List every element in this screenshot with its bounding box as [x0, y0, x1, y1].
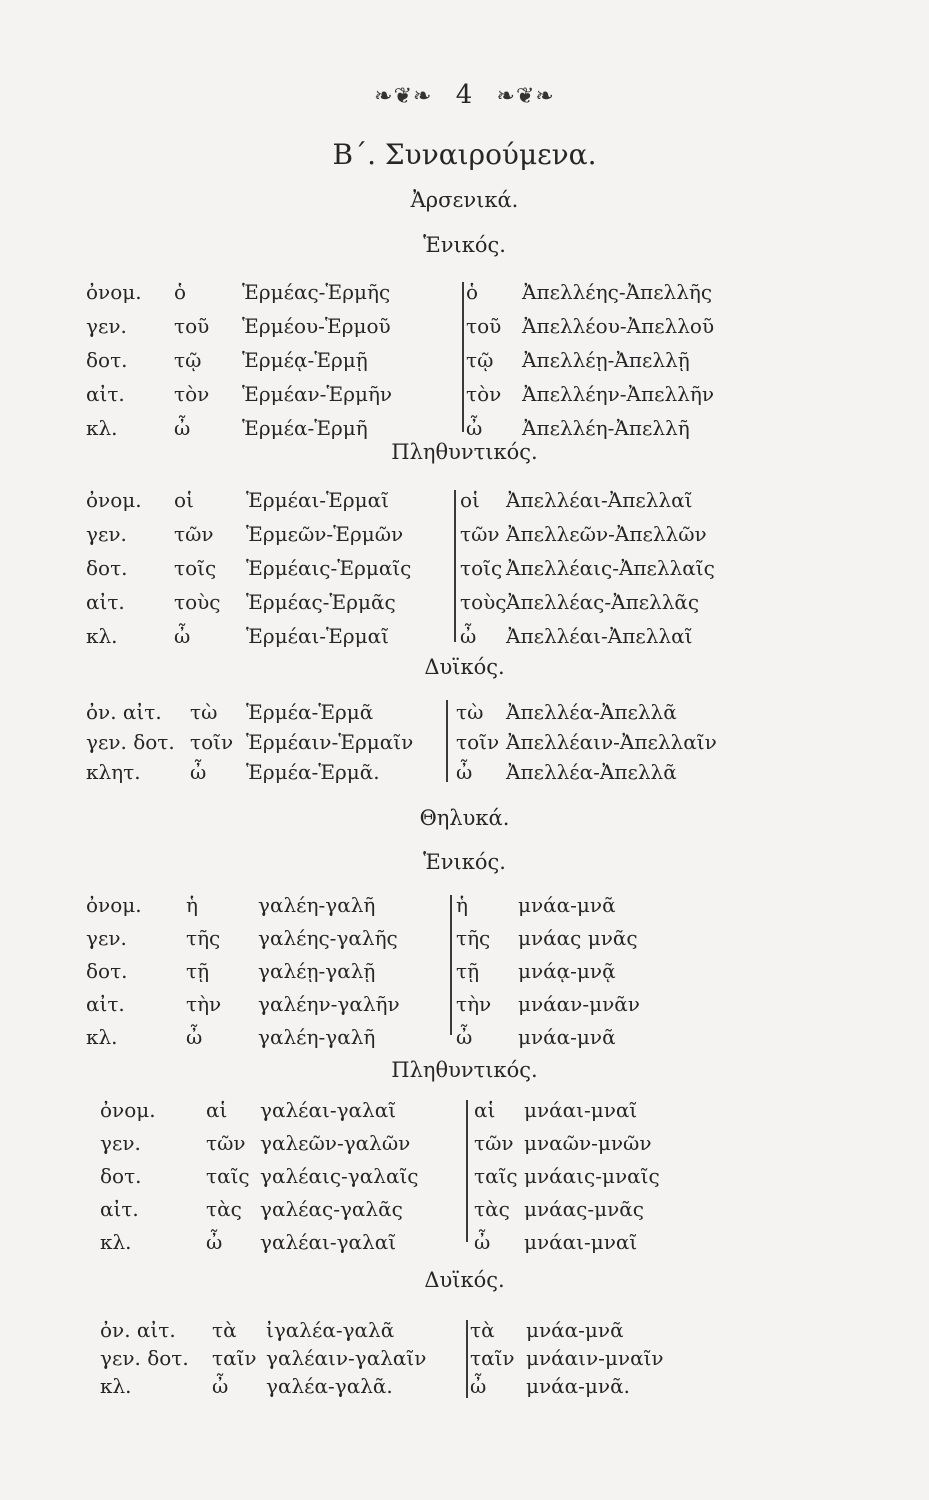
case-label: κλ.: [86, 1025, 118, 1049]
word-form: Ἑρμέου-Ἑρμοῦ: [242, 314, 391, 338]
column-divider: [466, 1320, 468, 1398]
section-title: Β΄. Συναιρούμενα.: [332, 138, 597, 171]
word-form: γαλέην-γαλῆν: [258, 992, 400, 1016]
case-label: ὀνομ.: [100, 1098, 156, 1122]
table-row: [86, 926, 846, 960]
article-2: ἡ: [456, 893, 468, 917]
heading-feminine: Θηλυκά.: [419, 806, 510, 830]
word-form-2: μνάας-μνᾶς: [524, 1197, 644, 1221]
word-form: Ἑρμέαιν-Ἑρμαῖν: [246, 730, 414, 754]
word-form-2: Ἀπελλέαιν-Ἀπελλαῖν: [506, 730, 717, 754]
table-row: [86, 760, 846, 794]
word-form: γαλέη-γαλῆ: [258, 893, 376, 917]
word-form-2: Ἀπελλέαι-Ἀπελλαῖ: [506, 624, 693, 648]
article-2: τοῖς: [460, 556, 503, 580]
word-form-2: Ἀπελλεῶν-Ἀπελλῶν: [506, 522, 707, 546]
article: ἡ: [186, 893, 198, 917]
case-label: δοτ.: [100, 1164, 142, 1188]
article-2: ὦ: [460, 624, 477, 648]
word-form: Ἑρμέᾳ-Ἑρμῇ: [242, 348, 368, 372]
article-2: τῶν: [474, 1131, 514, 1155]
case-label: κλ.: [100, 1230, 132, 1254]
table-row: [100, 1164, 860, 1198]
word-form-2: μνάαι-μναῖ: [524, 1230, 638, 1254]
article-2: ταῖς: [474, 1164, 518, 1188]
article-2: ὦ: [466, 416, 483, 440]
article-2: τὰς: [474, 1197, 510, 1221]
word-form: γαλέας-γαλᾶς: [260, 1197, 403, 1221]
word-form-2: Ἀπελλέας-Ἀπελλᾶς: [506, 590, 700, 614]
table-row: [86, 893, 846, 927]
table-row: [86, 314, 846, 348]
word-form-2: Ἀπελλέης-Ἀπελλῆς: [522, 280, 713, 304]
table-row: [86, 730, 846, 764]
word-form-2: μνάα-μνᾶ: [518, 893, 616, 917]
word-form-2: Ἀπελλέαι-Ἀπελλαῖ: [506, 488, 693, 512]
article: οἱ: [174, 488, 194, 512]
article-2: ὦ: [456, 1025, 473, 1049]
article: τὰς: [206, 1197, 242, 1221]
case-label: δοτ.: [86, 556, 128, 580]
heading-dual-masc: Δυϊκός.: [424, 655, 505, 679]
word-form-2: Ἀπελλέου-Ἀπελλοῦ: [522, 314, 715, 338]
page-header: [0, 80, 929, 110]
article: ὦ: [206, 1230, 223, 1254]
table-row: [86, 624, 846, 658]
article: ταῖς: [206, 1164, 250, 1188]
word-form-2: Ἀπελλέαις-Ἀπελλαῖς: [506, 556, 715, 580]
word-form-2: Ἀπελλέη-Ἀπελλῆ: [522, 416, 690, 440]
article-2: τὸν: [466, 382, 502, 406]
word-form: Ἑρμέαις-Ἑρμαῖς: [246, 556, 412, 580]
article: τῶν: [174, 522, 214, 546]
case-label: γεν.: [86, 314, 127, 338]
article: τοῦ: [174, 314, 210, 338]
article: τὼ: [190, 700, 218, 724]
article-2: ὦ: [470, 1374, 487, 1398]
case-label: κλ.: [86, 624, 118, 648]
article: τὴν: [186, 992, 222, 1016]
article-2: τὰ: [470, 1318, 495, 1342]
article: ὦ: [212, 1374, 229, 1398]
table-row: [86, 590, 846, 624]
ornament-left-icon: ❧❦❧: [374, 84, 433, 109]
heading-singular-fem: Ἑνικός.: [423, 850, 506, 874]
column-divider: [450, 895, 452, 1035]
article-2: οἱ: [460, 488, 480, 512]
heading-dual-fem: Δυϊκός.: [424, 1268, 505, 1292]
heading-singular-masc: Ἑνικός.: [423, 233, 506, 257]
word-form-2: μνάα-μνᾶ: [518, 1025, 616, 1049]
article-2: τῇ: [456, 959, 480, 983]
case-label: αἰτ.: [86, 992, 125, 1016]
case-label: γεν.: [100, 1131, 141, 1155]
article-2: τῆς: [456, 926, 491, 950]
article-2: τοῦ: [466, 314, 502, 338]
ornament-right-icon: ❧❦❧: [496, 84, 555, 109]
table-row: [100, 1197, 860, 1231]
case-label: κλ.: [100, 1374, 132, 1398]
article: τῆς: [186, 926, 221, 950]
word-form: Ἑρμέαι-Ἑρμαῖ: [246, 624, 389, 648]
article: τῇ: [186, 959, 210, 983]
word-form-2: Ἀπελλέην-Ἀπελλῆν: [522, 382, 715, 406]
column-divider: [454, 490, 456, 642]
heading-plural-fem: Πληθυντικός.: [391, 1058, 538, 1082]
word-form: Ἑρμέας-Ἑρμᾶς: [246, 590, 396, 614]
case-label: ὀν. αἰτ.: [86, 700, 162, 724]
case-label: δοτ.: [86, 959, 128, 983]
article-2: ὦ: [456, 760, 473, 784]
word-form-2: μνάαι-μναῖ: [524, 1098, 638, 1122]
article: ὦ: [174, 624, 191, 648]
table-row: [86, 700, 846, 734]
heading-plural-masc: Πληθυντικός.: [391, 440, 538, 464]
table-row: [86, 488, 846, 522]
case-label: αἰτ.: [86, 590, 125, 614]
case-label: ὀνομ.: [86, 893, 142, 917]
word-form-2: μναῶν-μνῶν: [524, 1131, 652, 1155]
word-form: Ἑρμέαν-Ἑρμῆν: [242, 382, 393, 406]
word-form: Ἑρμεῶν-Ἑρμῶν: [246, 522, 404, 546]
article: ὁ: [174, 280, 187, 304]
table-row: [86, 1025, 846, 1059]
word-form: γαλεῶν-γαλῶν: [260, 1131, 411, 1155]
table-row: [100, 1374, 860, 1408]
column-divider: [462, 282, 464, 432]
article: αἱ: [206, 1098, 228, 1122]
word-form: γαλέα-γαλᾶ.: [266, 1374, 393, 1398]
article-2: ὦ: [474, 1230, 491, 1254]
table-row: [86, 280, 846, 314]
column-divider: [466, 1100, 468, 1242]
article-2: τὴν: [456, 992, 492, 1016]
article-2: τοῖν: [456, 730, 500, 754]
word-form: Ἑρμέα-Ἑρμᾶ: [246, 700, 374, 724]
article-2: ταῖν: [470, 1346, 515, 1370]
word-form-2: μνάα-μνᾶ.: [526, 1374, 630, 1398]
table-row: [100, 1098, 860, 1132]
page-number: 4: [455, 80, 474, 110]
word-form: Ἑρμέα-Ἑρμᾶ.: [246, 760, 380, 784]
word-form: Ἑρμέαι-Ἑρμαῖ: [246, 488, 389, 512]
word-form-2: Ἀπελλέα-Ἀπελλᾶ: [506, 760, 677, 784]
word-form-2: Ἀπελλέα-Ἀπελλᾶ: [506, 700, 677, 724]
article: τῶν: [206, 1131, 246, 1155]
article: τοὺς: [174, 590, 221, 614]
word-form-2: μνάᾳ-μνᾷ: [518, 959, 616, 983]
word-form: Ἑρμέας-Ἑρμῆς: [242, 280, 391, 304]
word-form-2: μνάαιν-μναῖν: [526, 1346, 664, 1370]
case-label: γεν. δοτ.: [86, 730, 175, 754]
case-label: ὀνομ.: [86, 280, 142, 304]
table-row: [86, 992, 846, 1026]
case-label: γεν. δοτ.: [100, 1346, 189, 1370]
word-form-2: μνάαν-μνᾶν: [518, 992, 640, 1016]
table-row: [100, 1230, 860, 1264]
case-label: δοτ.: [86, 348, 128, 372]
column-divider: [446, 700, 448, 782]
word-form: γαλέη-γαλῆ: [258, 1025, 376, 1049]
case-label: ὀν. αἰτ.: [100, 1318, 176, 1342]
table-row: [86, 382, 846, 416]
article-2: τοὺς: [460, 590, 507, 614]
case-label: κλ.: [86, 416, 118, 440]
word-form: γαλέαις-γαλαῖς: [260, 1164, 419, 1188]
table-row: [86, 959, 846, 993]
article-2: τῶν: [460, 522, 500, 546]
article: τῷ: [174, 348, 202, 372]
article: ὦ: [186, 1025, 203, 1049]
article: ταῖν: [212, 1346, 257, 1370]
article: τὸν: [174, 382, 210, 406]
word-form: ἰγαλέα-γαλᾶ: [266, 1318, 395, 1342]
article: τὰ: [212, 1318, 237, 1342]
case-label: γεν.: [86, 522, 127, 546]
table-row: [100, 1131, 860, 1165]
word-form-2: μνάαις-μναῖς: [524, 1164, 660, 1188]
case-label: κλητ.: [86, 760, 141, 784]
word-form-2: Ἀπελλέῃ-Ἀπελλῇ: [522, 348, 690, 372]
table-row: [86, 556, 846, 590]
article-2: τῷ: [466, 348, 494, 372]
article: ὦ: [174, 416, 191, 440]
word-form: Ἑρμέα-Ἑρμῆ: [242, 416, 368, 440]
article-2: τὼ: [456, 700, 484, 724]
case-label: ὀνομ.: [86, 488, 142, 512]
article: τοῖν: [190, 730, 234, 754]
word-form: γαλέης-γαλῆς: [258, 926, 398, 950]
word-form-2: μνάα-μνᾶ: [526, 1318, 624, 1342]
article-2: ὁ: [466, 280, 479, 304]
word-form: γαλέαι-γαλαῖ: [260, 1230, 397, 1254]
case-label: αἰτ.: [100, 1197, 139, 1221]
heading-masculine: Ἀρσενικά.: [410, 188, 519, 212]
word-form-2: μνάας μνᾶς: [518, 926, 638, 950]
article: ὦ: [190, 760, 207, 784]
article: τοῖς: [174, 556, 217, 580]
case-label: γεν.: [86, 926, 127, 950]
table-row: [86, 522, 846, 556]
table-row: [86, 348, 846, 382]
word-form: γαλέαι-γαλαῖ: [260, 1098, 397, 1122]
word-form: γαλέῃ-γαλῇ: [258, 959, 376, 983]
word-form: γαλέαιν-γαλαῖν: [266, 1346, 427, 1370]
article-2: αἱ: [474, 1098, 496, 1122]
case-label: αἰτ.: [86, 382, 125, 406]
